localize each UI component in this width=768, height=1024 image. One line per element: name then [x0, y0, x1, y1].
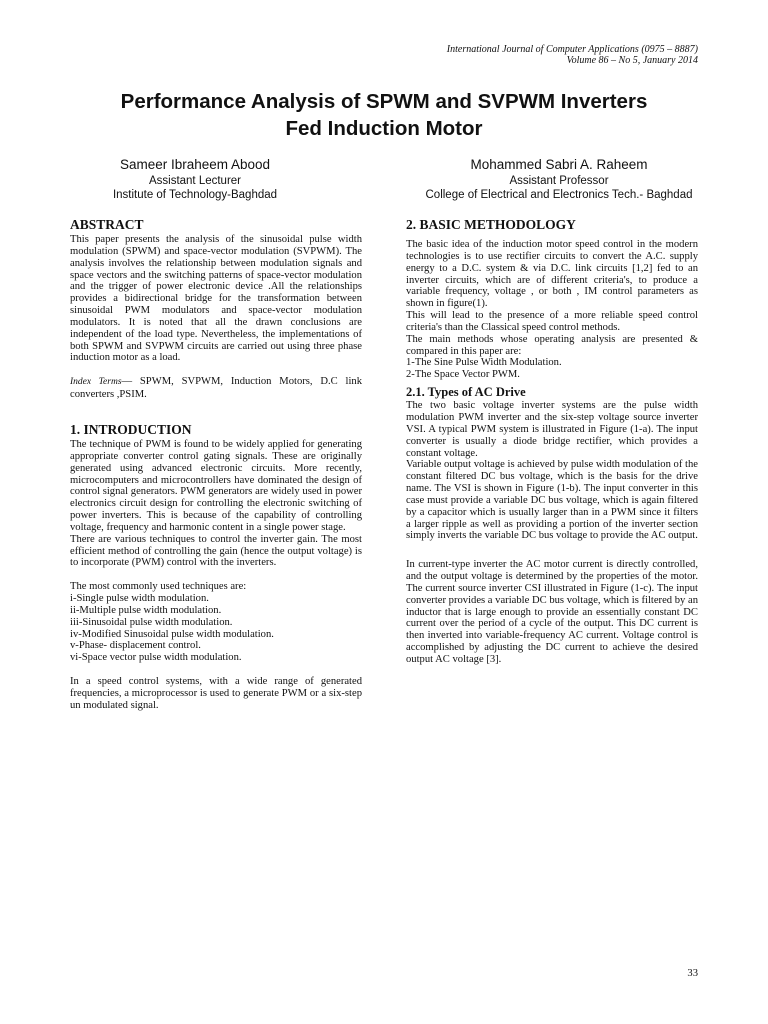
author-block-1	[60, 156, 330, 202]
paper-title	[50, 88, 718, 142]
techniques-intro: The most commonly used techniques are:	[70, 581, 247, 593]
left-column	[70, 217, 362, 712]
types-paragraph-2: Variable output voltage is achieved by pulse width modulation of the constant filtered DC bus voltage, which is the basis for the drive name. The VSI is shown in Figure (1-b). The input converter in this case must provide a variable DC bus voltage, which is again filtered by a capacitor which is usually larger than in a PWM since it filters a larger ripple as well as providing a portion of the inverter section simply inverts the variable DC bus voltage to provide the AC output.	[406, 459, 698, 542]
index-terms	[70, 376, 362, 401]
author-name: Sameer Ibraheem Abood	[119, 157, 271, 172]
paper-title-line-1: Performance Analysis of SPWM and SVPWM Inverters	[120, 90, 648, 113]
methodology-paragraph-1: The basic idea of the induction motor speed control in the modern technologies is to use rectifier circuits to convert the A.C. supply energy to a D.C. system & via D.C. link circuits [1,2] fed to an inverter circuits, which are of different criteria's, to produce a variable frequency, voltage , or both , IM control parameters as shown in figure(1).	[406, 239, 698, 310]
journal-header	[447, 44, 698, 66]
author-position: Assistant Lecturer	[148, 175, 242, 187]
index-terms-list: SPWM, SVPWM, Induction Motors, D.C link converters ,PSIM.	[70, 376, 362, 401]
author-affiliation: Institute of Technology-Baghdad	[112, 189, 278, 201]
list-item: v-Phase- displacement control.	[70, 640, 201, 652]
paper-title-line-2: Fed Induction Motor	[285, 117, 483, 140]
index-terms-label: Index Terms	[70, 377, 122, 388]
list-item: ii-Multiple pulse width modulation.	[70, 604, 222, 616]
method-list-item: 1-The Sine Pulse Width Modulation.	[406, 357, 562, 369]
list-item: iii-Sinusoidal pulse width modulation.	[70, 616, 233, 628]
author-block-2	[380, 156, 738, 202]
methodology-heading: 2. BASIC METHODOLOGY	[406, 217, 576, 232]
author-position: Assistant Professor	[509, 175, 609, 187]
introduction-paragraph-3: In a speed control systems, with a wide range of generated frequencies, a microprocessor is used to generate PWM or a six-step un modulated signal.	[70, 676, 362, 711]
author-affiliation: College of Electrical and Electronics Tech.- Baghdad	[425, 189, 693, 201]
journal-name: International Journal of Computer Applications (0975 – 8887)	[446, 44, 698, 55]
list-item: iv-Modified Sinusoidal pulse width modulation.	[70, 628, 274, 640]
list-item: vi-Space vector pulse width modulation.	[70, 652, 242, 664]
types-ac-drive-heading: 2.1. Types of AC Drive	[406, 385, 526, 400]
index-terms-dash: —	[121, 376, 133, 388]
types-paragraph-1: The two basic voltage inverter systems are the pulse width modulation PWM inverter and the six-step voltage source inverter VSI. A typical PWM system is illustrated in Figure (1-a). The input converter is usually a diode bridge rectifier, which provides a constant voltage.	[406, 400, 698, 459]
page-number: 33	[687, 968, 698, 979]
right-column	[406, 217, 698, 666]
method-list-item: 2-The Space Vector PWM.	[406, 369, 520, 381]
techniques-list	[70, 593, 362, 664]
introduction-paragraph-2: There are various techniques to control the inverter gain. The most efficient method of controlling the gain (hence the output voltage) is to incorporate (PWM) control with the inverters.	[70, 533, 362, 569]
abstract-text: This paper presents the analysis of the sinusoidal pulse width modulation (SPWM) and space-vector modulation (SVPWM). The analysis involves the relationship between modulation signals and space vectors and the switching patterns of space-vector modulation and the trigger of power electronic device .All the relationships provides a bidirectional bridge for the transformation between sinusoidal PWM modulators and space-vector modulation modulators. It is noted that all the drawn conclusions are independent of the load type. Nevertheless, the implementations of both SPWM and SVPWM circuits are carried out using three phase induction motor as a load.	[70, 234, 362, 364]
introduction-paragraph-1: The technique of PWM is found to be widely applied for generating appropriate converter control gating signals. These are originally generated using advanced electronic circuits. More recently, microcomputers and microcontrollers have dominated the design of control signal generators. PWM generators are widely used in power electronics circuit design for controlling the electronic switching of power inverters. This is because of the capability of controlling voltage, frequency and harmonic content in a single power stage.	[70, 438, 362, 533]
author-name: Mohammed Sabri A. Raheem	[470, 157, 648, 172]
introduction-heading: 1. INTRODUCTION	[70, 421, 192, 437]
abstract-heading: ABSTRACT	[70, 217, 144, 232]
methodology-paragraph-3: The main methods whose operating analysis are presented & compared in this paper are:	[406, 333, 698, 357]
methodology-paragraph-2: This will lead to the presence of a more reliable speed control criteria's than the Classical speed control methods.	[406, 310, 698, 333]
journal-volume: Volume 86 – No 5, January 2014	[566, 55, 698, 66]
list-item: i-Single pulse width modulation.	[70, 593, 209, 605]
types-paragraph-3: In current-type inverter the AC motor current is directly controlled, and the output voltage is determined by the properties of the motor. The current source inverter CSI illustrated in Figure (1-c). The input converter provides a variable DC bus voltage, which is filtered by an inductor that is large enough to provide an essentially constant DC current over the period of a cycle of the output. This DC current is then inverted into variable-frequency AC current. Voltage control is accomplished by adjusting the DC current to achieve the desired output AC voltage [3].	[406, 559, 698, 665]
